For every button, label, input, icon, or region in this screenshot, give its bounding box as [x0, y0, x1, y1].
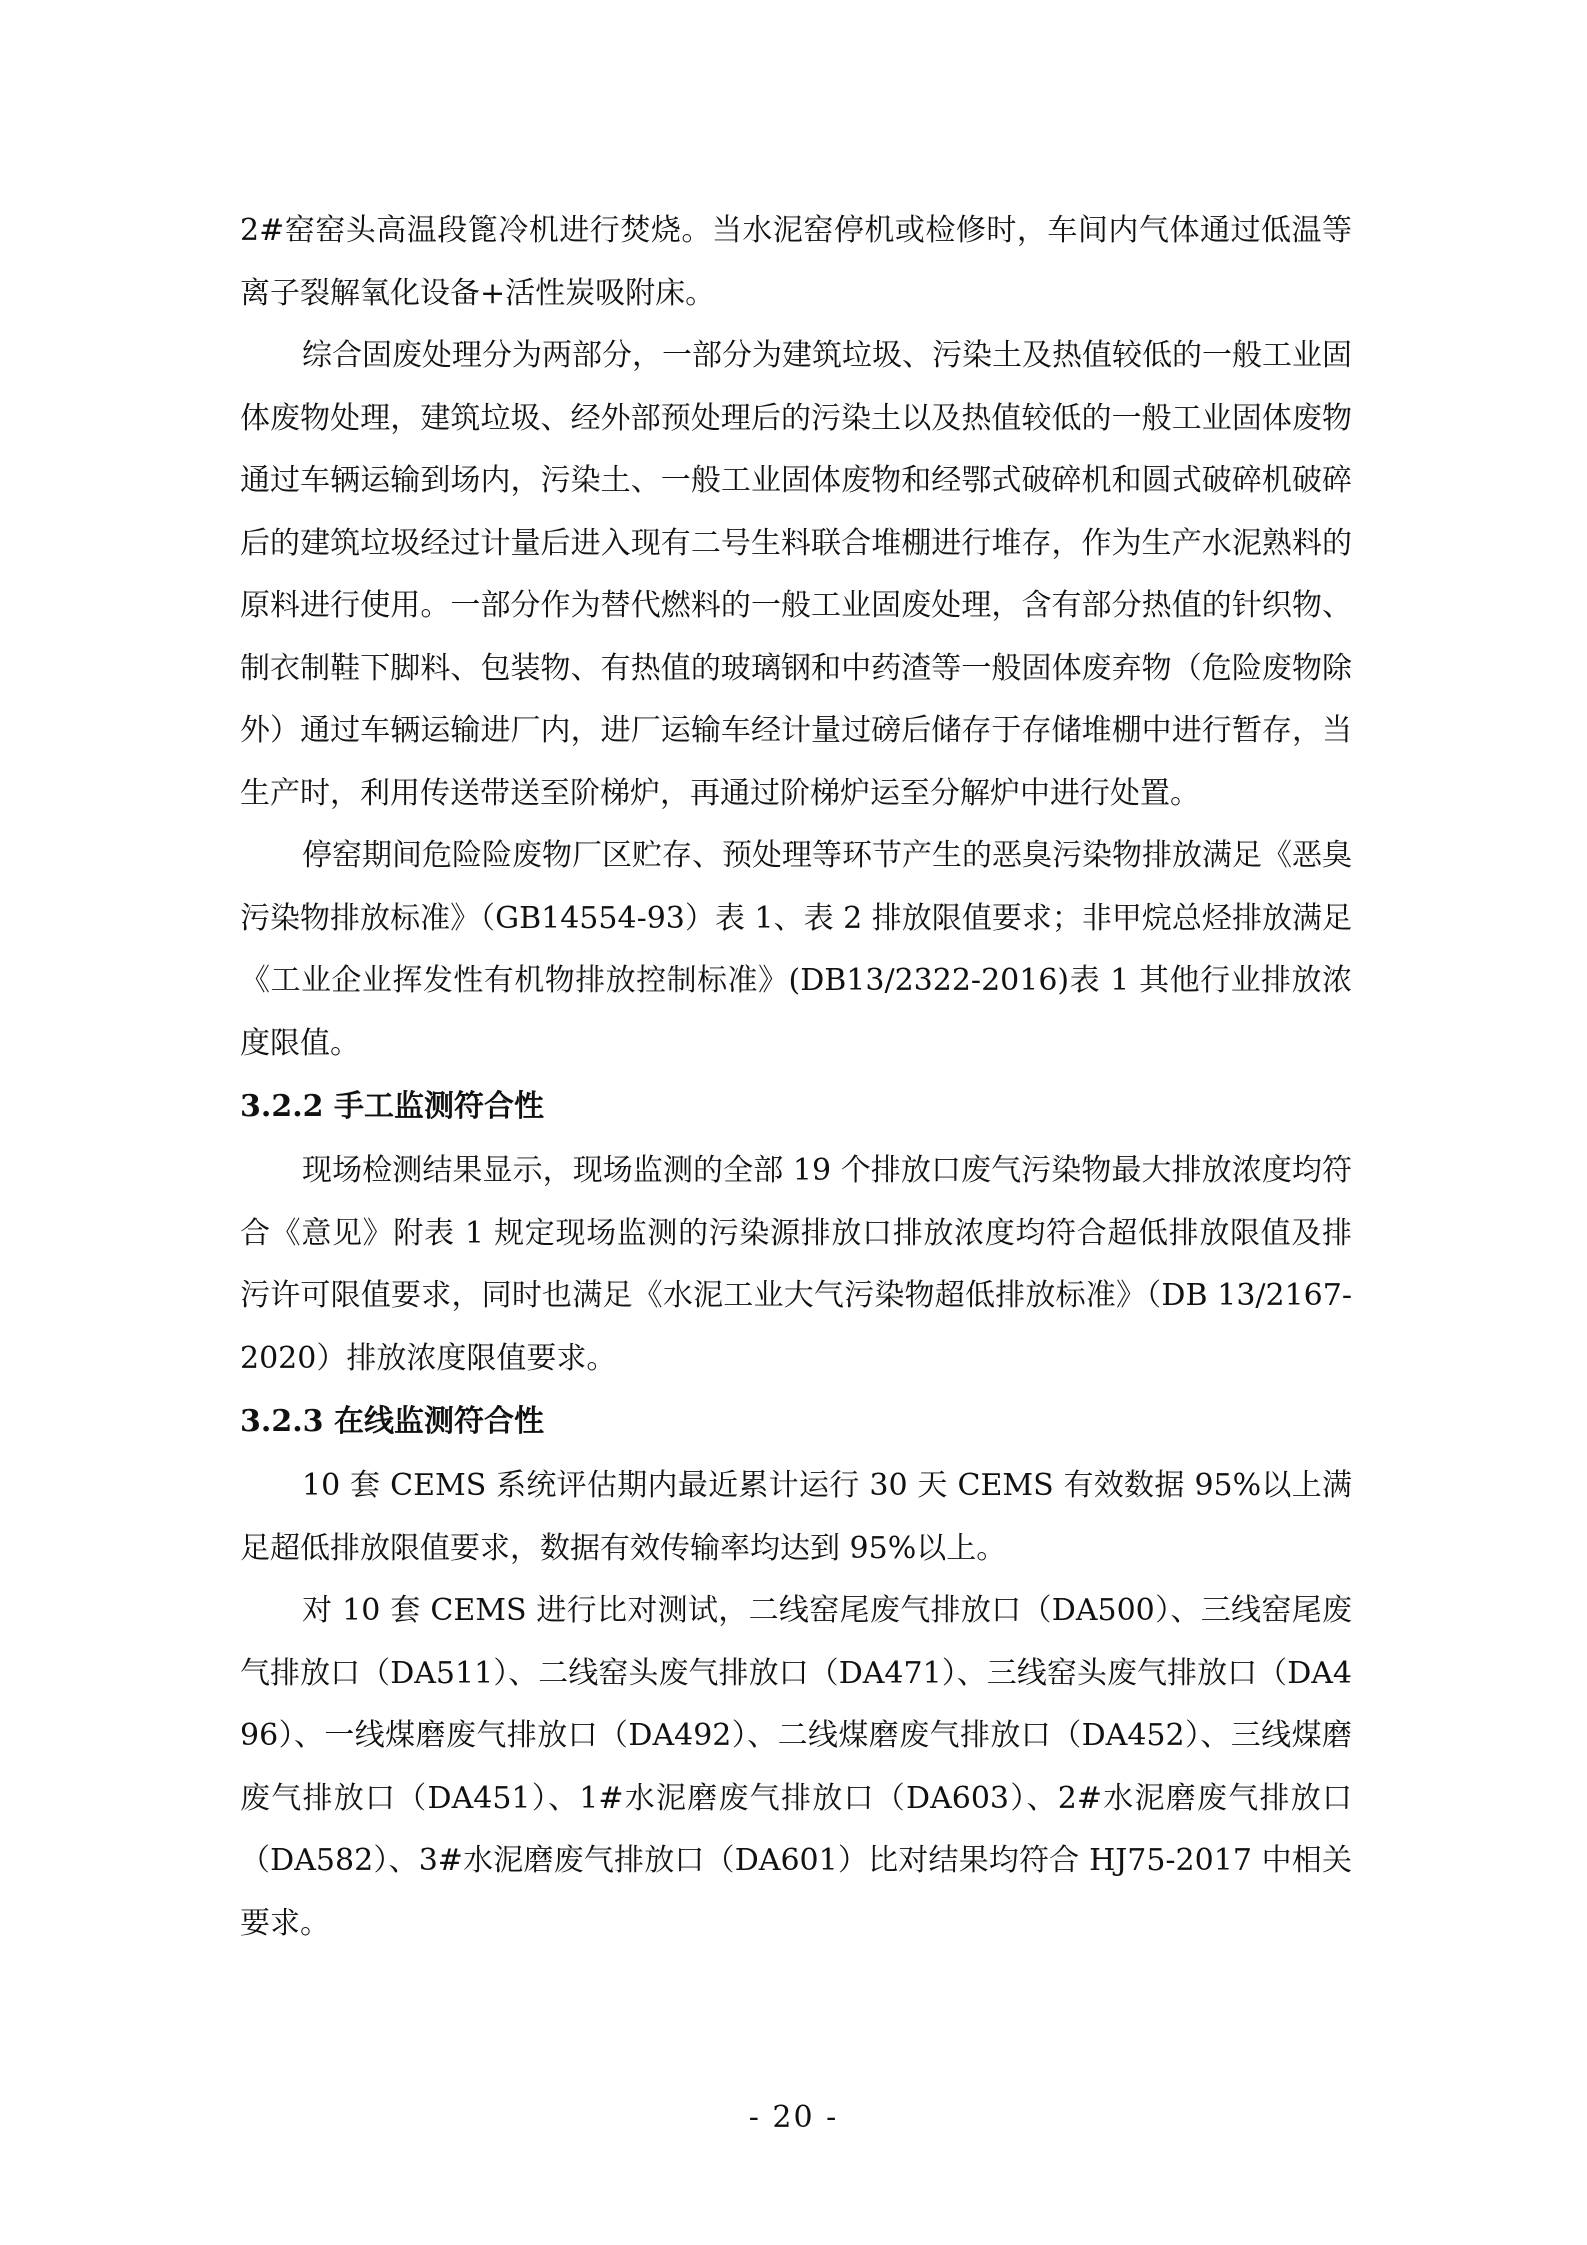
- section-heading-online-monitoring: 3.2.3 在线监测符合性: [240, 1404, 544, 1439]
- paragraph-continuation: 2#窑窑头高温段篦冷机进行焚烧。当水泥窑停机或检修时，车间内气体通过低温等离子裂解氧化设备+活性炭吸附床。: [240, 213, 1352, 311]
- paragraph-odor-emission: 停窑期间危险险废物厂区贮存、预处理等环节产生的恶臭污染物排放满足《恶臭污染物排放标准》（GB14554-93）表 1、表 2 排放限值要求；非甲烷总烃排放满足《工业企业挥发性有机物排放控制标准》(DB13/2322-2016)表 1 其他行业排放浓度限值。: [240, 838, 1352, 1061]
- paragraph-manual-monitoring: 现场检测结果显示，现场监测的全部 19 个排放口废气污染物最大排放浓度均符合《意见》附表 1 规定现场监测的污染源排放口排放浓度均符合超低排放限值及排污许可限值要求，同时也满足《水泥工业大气污染物超低排放标准》（DB 13/2167-2020）排放浓度限值要求。: [240, 1153, 1352, 1376]
- section-heading-manual-monitoring: 3.2.2 手工监测符合性: [240, 1089, 544, 1124]
- paragraph-cems-comparison: 对 10 套 CEMS 进行比对测试，二线窑尾废气排放口（DA500）、三线窑尾废气排放口（DA511）、二线窑头废气排放口（DA471）、三线窑头废气排放口（DA496）、一线煤磨废气排放口（DA492）、二线煤磨废气排放口（DA452）、三线煤磨废气排放口（DA451）、1#水泥磨废气排放口（DA603）、2#水泥磨废气排放口（DA582）、3#水泥磨废气排放口（DA601）比对结果均符合 HJ75-2017 中相关要求。: [240, 1593, 1352, 1941]
- document-page: [240, 200, 1352, 1955]
- page-number: - 20 -: [748, 2100, 839, 2135]
- paragraph-cems-valid-data: 10 套 CEMS 系统评估期内最近累计运行 30 天 CEMS 有效数据 95%以上满足超低排放限值要求，数据有效传输率均达到 95%以上。: [240, 1468, 1352, 1566]
- paragraph-solid-waste: 综合固废处理分为两部分，一部分为建筑垃圾、污染土及热值较低的一般工业固体废物处理，建筑垃圾、经外部预处理后的污染土以及热值较低的一般工业固体废物通过车辆运输到场内，污染土、一般工业固体废物和经鄂式破碎机和圆式破碎机破碎后的建筑垃圾经过计量后进入现有二号生料联合堆棚进行堆存，作为生产水泥熟料的原料进行使用。一部分作为替代燃料的一般工业固废处理，含有部分热值的针织物、制衣制鞋下脚料、包装物、有热值的玻璃钢和中药渣等一般固体废弃物（危险废物除外）通过车辆运输进厂内，进厂运输车经计量过磅后储存于存储堆棚中进行暂存，当生产时，利用传送带送至阶梯炉，再通过阶梯炉运至分解炉中进行处置。: [240, 338, 1352, 811]
